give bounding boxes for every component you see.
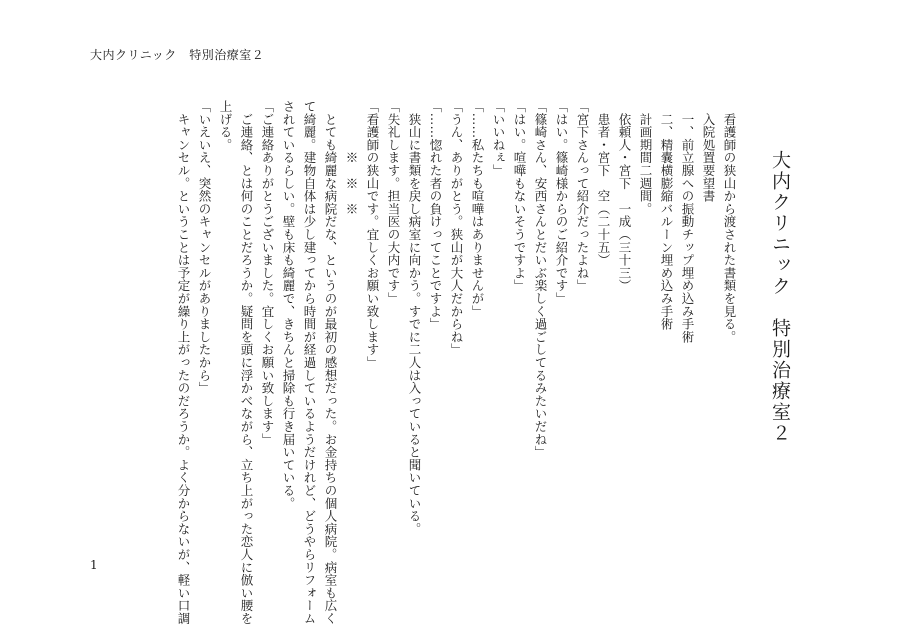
text-line: されているらしい。壁も床も綺麗で、きちんと掃除も行き届いている。	[281, 100, 296, 510]
body-text	[173, 100, 740, 625]
text-line: 「宮下さんって紹介だったよね」	[575, 100, 590, 292]
text-line: 「失礼します。担当医の大内です」	[386, 100, 401, 305]
text-line: 看護師の狭山から渡された書類を見る。	[722, 100, 737, 344]
text-line: 上げる。	[218, 100, 233, 152]
text-line: 「いえいえ、突然のキャンセルがありましたから」	[197, 100, 212, 395]
chapter-title: 大内クリニック 特別治療室２	[769, 150, 791, 444]
text-line: 「いいねぇ」	[491, 100, 506, 177]
text-line: 患者・宮下 空（二十五）	[596, 100, 611, 267]
text-line: 入院処置要望書	[701, 100, 716, 203]
running-header: 大内クリニック 特別治療室２	[90, 48, 265, 62]
text-line: 「はい。喧嘩もないそうですよ」	[512, 100, 527, 292]
text-line: 「はい。篠崎様からのご紹介です」	[554, 100, 569, 305]
page-number: 1	[90, 558, 98, 572]
text-line: 計画期間二週間。	[638, 100, 653, 216]
text-line: 依頼人・宮下 一成（三十三）	[617, 100, 632, 292]
text-line: 「篠崎さん、安西さんとだいぶ楽しく過ごしてるみたいだね」	[533, 100, 548, 459]
text-line: 「……惚れた者の負けってことですよ」	[428, 100, 443, 331]
text-line: とても綺麗な病院だな、というのが最初の感想だった。お金持ちの個人病院。病室も広く	[323, 100, 338, 625]
text-line: 「ご連絡ありがとうございました。宜しくお願い致します」	[260, 100, 275, 446]
text-line: 一、前立腺への振動チップ埋め込み手術	[680, 100, 695, 344]
text-line: ご連絡、とは何のことだろうか。疑問を頭に浮かべながら、立ち上がった恋人に倣い腰を	[239, 100, 254, 625]
text-line: 「看護師の狭山です。宜しくお願い致します」	[365, 100, 380, 369]
text-line: キャンセル。ということは予定が繰り上がったのだろうか。よく分からないが、軽い口調	[176, 100, 191, 625]
text-line: 「……私たちも喧嘩はありませんが」	[470, 100, 485, 318]
text-line: て綺麗。建物自体は少し建ってから時間が経過しているようだけれど、どうやらリフォーム	[302, 100, 317, 625]
text-line: 狭山に書類を戻し病室に向かう。すでに二人は入っていると聞いている。	[407, 100, 422, 536]
text-line: 「うん、ありがとう。狭山が大人だからね」	[449, 100, 464, 356]
text-line: ※ ※ ※	[344, 100, 359, 216]
text-line: 二、精嚢横膨縮バルーン埋め込み手術	[659, 100, 674, 331]
